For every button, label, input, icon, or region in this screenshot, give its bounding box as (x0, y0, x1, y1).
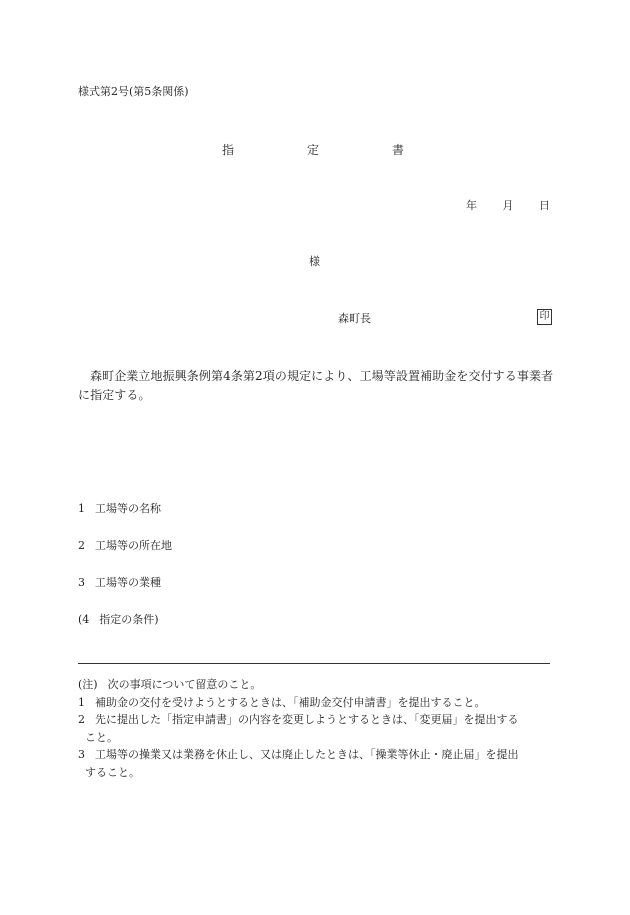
document-title (222, 141, 404, 158)
notes-heading-text: 次の事項について留意のこと。 (107, 678, 262, 691)
title-char-2: 定 (306, 143, 319, 157)
date-month-label: 月 (502, 199, 514, 212)
notes-section (78, 676, 556, 781)
note-entry-1 (78, 694, 556, 712)
note-number: 3 (78, 748, 85, 761)
note-text: 補助金の交付を受けようとするときは、「補助金交付申請書」を提出すること。 (95, 695, 486, 709)
item-designation-conditions (78, 611, 159, 627)
item-label: 工場等の所在地 (95, 539, 172, 552)
notes-heading-label: (注) (78, 678, 98, 691)
form-number: 様式第2号(第5条関係) (78, 85, 189, 98)
item-factory-location (78, 537, 172, 553)
note-entry-2-continued: こと。 (85, 730, 118, 744)
item-label: 工場等の業種 (95, 576, 161, 589)
body-paragraph: 森町企業立地振興条例第4条第2項の規定により、工場等設置補助金を交付する事業者に指定する。 (78, 369, 554, 402)
item-label: 指定の条件) (99, 613, 159, 626)
addressee-suffix: 様 (309, 255, 320, 268)
note-number: 2 (78, 713, 85, 726)
note-entry-3-continued: すること。 (85, 765, 140, 779)
item-number: 2 (78, 539, 85, 552)
issuer-name: 森町長 (338, 312, 371, 325)
note-entry-3 (78, 746, 556, 764)
date-line (466, 197, 550, 213)
divider-line (78, 663, 550, 664)
seal-mark: 印 (537, 309, 552, 325)
item-factory-industry (78, 574, 161, 590)
notes-heading (78, 676, 556, 694)
date-day-label: 日 (539, 199, 550, 212)
note-number: 1 (78, 695, 85, 709)
item-number: 3 (78, 576, 85, 589)
item-factory-name (78, 500, 161, 516)
item-number: 1 (78, 502, 85, 515)
title-char-1: 指 (222, 143, 235, 157)
note-text: 工場等の操業又は業務を休止し、又は廃止したときは、「操業等休止・廃止届」を提出 (95, 748, 519, 761)
title-char-3: 書 (391, 143, 404, 157)
date-year-label: 年 (466, 199, 477, 212)
note-entry-2 (78, 711, 556, 729)
item-number: (4 (78, 613, 90, 626)
note-text: 先に提出した「指定申請書」の内容を変更しようとするときは、「変更届」を提出する (95, 713, 519, 726)
item-label: 工場等の名称 (95, 502, 161, 515)
